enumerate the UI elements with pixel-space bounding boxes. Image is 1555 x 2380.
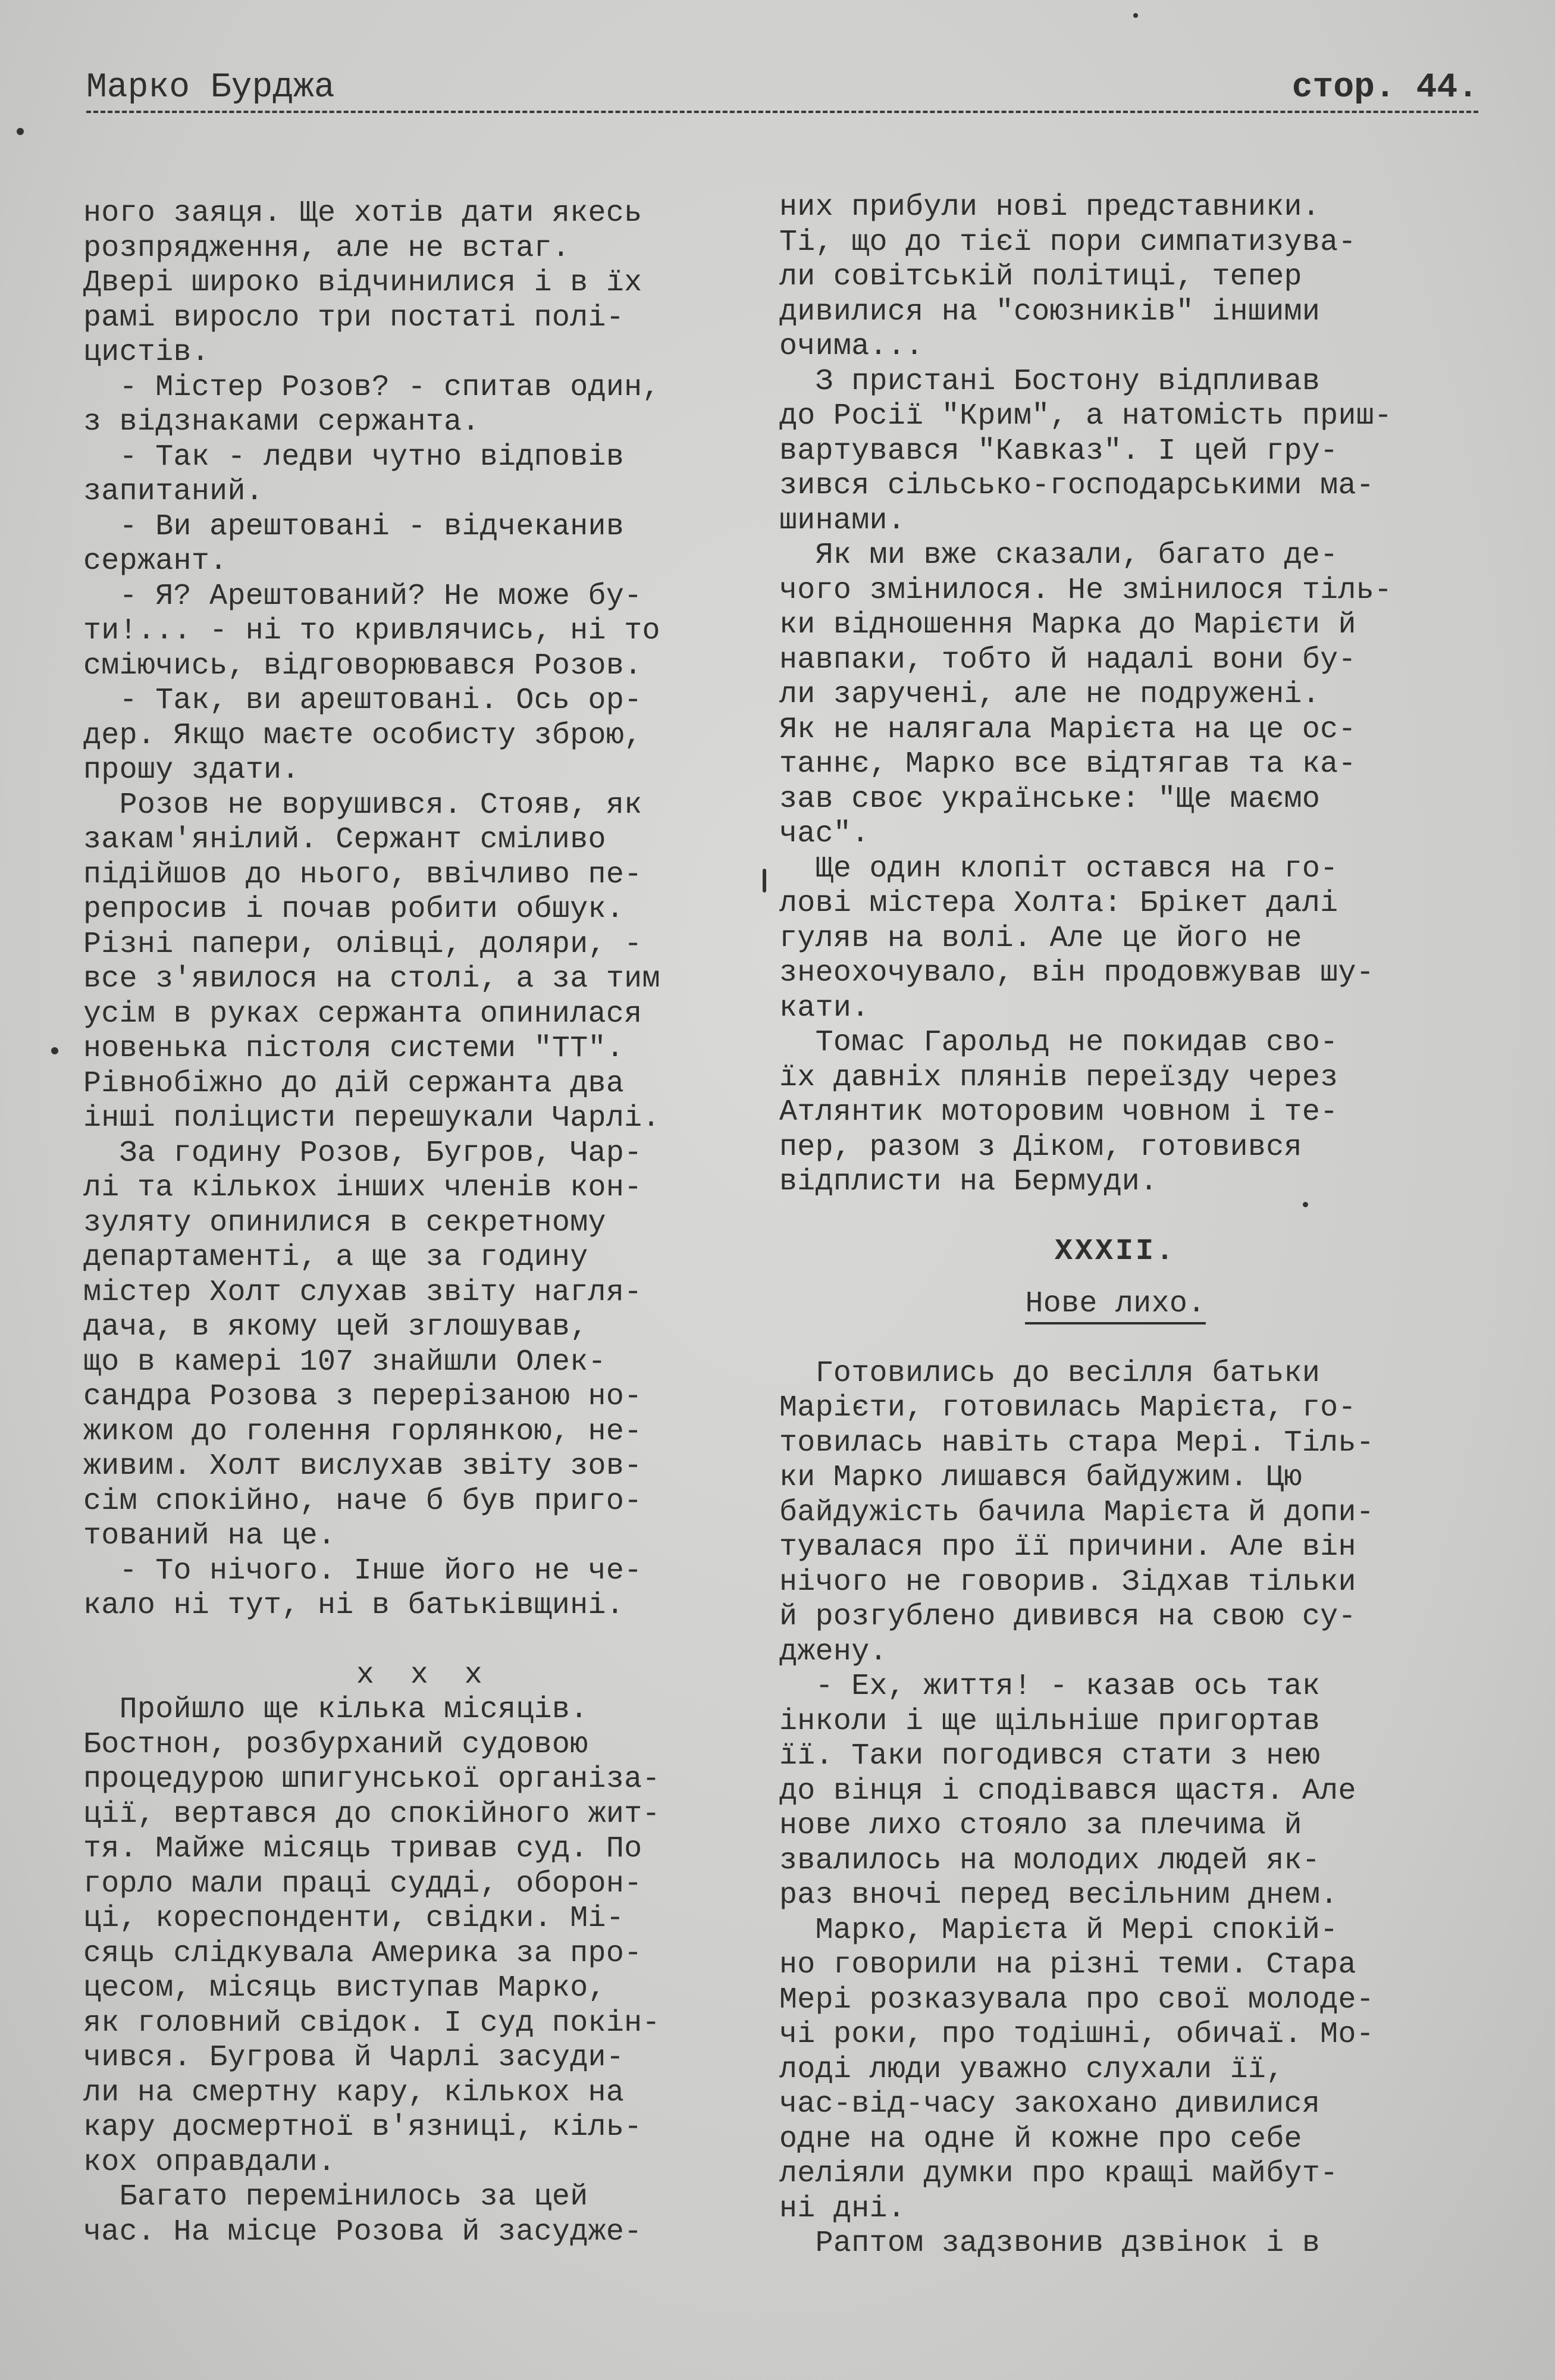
text-line: нове лихо стояло за плечима й <box>779 1809 1302 1843</box>
text-line: до Росії "Крим", а натомість приш- <box>779 399 1393 433</box>
text-line: кох оправдали. <box>83 2145 336 2179</box>
text-line: кати. <box>779 991 870 1025</box>
text-line: зився сільсько-господарськими ма- <box>779 469 1375 503</box>
text-line: зав своє українське: "Ще маємо <box>779 782 1321 816</box>
text-line: - То нічого. Інше його не че- <box>83 1554 642 1588</box>
text-line: раз вночі перед весільним днем. <box>779 1878 1338 1912</box>
text-line: - Містер Розов? - спитав один, <box>83 370 660 405</box>
text-line: новенька пістоля системи "ТТ". <box>83 1032 625 1066</box>
chapter-title: Нове лихо. <box>1025 1287 1205 1324</box>
text-line: знеохочувало, він продовжував шу- <box>779 956 1375 990</box>
text-line: ти!... - ні то кривлячись, ні то <box>83 614 660 648</box>
text-line: ні дні. <box>779 2191 906 2226</box>
text-line: Ті, що до тієї пори симпатизува- <box>779 225 1356 259</box>
text-line: - Ех, життя! - казав ось так <box>779 1670 1321 1703</box>
text-line: інколи і ще щільніше пригортав <box>779 1704 1321 1739</box>
text-line: з відзнаками сержанта. <box>83 405 480 439</box>
text-line: сміючись, відговорювався Розов. <box>83 649 642 683</box>
text-line: ки відношення Марка до Марієти й <box>779 608 1356 642</box>
text-line: звалилось на молодих людей як- <box>779 1843 1321 1878</box>
text-line: вартувався "Кавказ". І цей гру- <box>779 434 1338 468</box>
text-line: що в камері 107 знайшли Олек- <box>83 1345 606 1379</box>
ink-speck <box>1133 13 1138 18</box>
text-line: цесом, місяць виступав Марко, <box>83 1971 606 2005</box>
text-line: Як ми вже сказали, багато де- <box>779 538 1338 572</box>
text-line: - Так, ви арештовані. Ось ор- <box>83 684 642 718</box>
text-line: цистів. <box>83 336 210 369</box>
right-column-text <box>779 190 1451 1200</box>
text-line: ного заяця. Ще хотів дати якесь <box>83 196 642 230</box>
text-line: Бостнон, розбурханий судовою <box>83 1727 588 1762</box>
text-line: них прибули нові представники. <box>779 190 1321 224</box>
text-line: Багато перемінилось за цей <box>83 2180 588 2214</box>
text-line: час". <box>779 817 870 851</box>
text-line: Марієти, готовилась Марієта, го- <box>779 1391 1356 1425</box>
text-line: но говорили на різні теми. Стара <box>779 1948 1356 1982</box>
text-line: зуляту опинилися в секретному <box>83 1205 606 1240</box>
text-line: чі роки, про тодішні, обичаї. Мо- <box>779 2018 1375 2052</box>
left-column <box>83 196 755 2250</box>
author-name: Марко Бурджа <box>86 68 335 107</box>
ink-speck <box>51 1047 58 1054</box>
text-line: прошу здати. <box>83 753 300 787</box>
text-line: сержант. <box>83 544 228 578</box>
text-line: інші поліцисти перешукали Чарлі. <box>83 1101 660 1135</box>
text-line: лоді люди уважно слухали її, <box>779 2052 1284 2087</box>
text-line: живим. Холт вислухав звіту зов- <box>83 1449 642 1483</box>
ink-speck <box>17 128 24 135</box>
text-line: Пройшло ще кілька місяців. <box>83 1693 588 1727</box>
text-line: й розгублено дивився на свою су- <box>779 1600 1356 1634</box>
text-line: підійшов до нього, ввічливо пе- <box>83 857 642 892</box>
text-line: кало ні тут, ні в батьківщині. <box>83 1589 625 1623</box>
right-column <box>779 190 1451 2262</box>
text-line: як головний свідок. І суд покін- <box>83 2006 660 2040</box>
text-line: навпаки, тобто й надалі вони бу- <box>779 643 1356 677</box>
text-line: рамі виросло три постаті полі- <box>83 300 625 335</box>
text-line: її. Таки погодився стати з нею <box>779 1739 1321 1773</box>
text-line: байдужість бачила Марієта й допи- <box>779 1495 1375 1530</box>
text-line: жиком до голення горлянкою, не- <box>83 1414 642 1449</box>
text-line: все з'явилося на столі, а за тим <box>83 962 660 996</box>
text-line: містер Холт слухав звіту нагля- <box>83 1275 642 1310</box>
text-line: - Я? Арештований? Не може бу- <box>83 579 642 613</box>
chapter-number: XXXII. <box>1054 1234 1177 1269</box>
text-line: одне на одне й кожне про себе <box>779 2122 1302 2156</box>
text-line: Раптом задзвонив дзвінок і в <box>779 2226 1321 2260</box>
text-line: Як не налягала Марієта на це ос- <box>779 712 1356 747</box>
text-line: З пристані Бостону відпливав <box>779 364 1321 399</box>
text-line: лові містера Холта: Брікет далі <box>779 887 1338 920</box>
text-line: Атлянтик моторовим човном і те- <box>779 1095 1338 1129</box>
page-number: стор. 44. <box>1291 68 1478 107</box>
text-line: розпрядження, але не встаг. <box>83 231 570 265</box>
text-line: пер, разом з Діком, готовився <box>779 1130 1302 1164</box>
right-column-text-after-chapter <box>779 1357 1451 2262</box>
text-line: тований на це. <box>83 1519 336 1553</box>
text-line: джену. <box>779 1634 888 1669</box>
text-line: запитаний. <box>83 475 264 509</box>
text-line: шинами. <box>779 503 906 538</box>
text-line: таннє, Марко все відтягав та ка- <box>779 747 1356 781</box>
text-line: чився. Бугрова й Чарлі засуди- <box>83 2041 625 2075</box>
text-line: сяць слідкувала Америка за про- <box>83 1936 642 1971</box>
text-line: процедурою шпигунської організа- <box>83 1762 660 1796</box>
text-line: дивилися на "союзників" іншими <box>779 295 1321 329</box>
text-line: леліяли думки про кращі майбут- <box>779 2157 1338 2191</box>
text-line: їх давніх плянів переїзду через <box>779 1060 1338 1095</box>
text-line: усім в руках сержанта опинилася <box>83 997 642 1031</box>
text-line: ці, кореспонденти, свідки. Мі- <box>83 1902 625 1936</box>
text-line: За годину Розов, Бугров, Чар- <box>83 1136 642 1170</box>
text-line: ли заручені, але не подружені. <box>779 678 1321 712</box>
text-line: тувалася про її причини. Але він <box>779 1530 1356 1564</box>
text-line: очима... <box>779 330 924 364</box>
text-line: товилась навіть стара Мері. Тіль- <box>779 1426 1375 1460</box>
text-line: сім спокійно, наче б був приго- <box>83 1484 642 1518</box>
text-line: департаменті, а ще за годину <box>83 1241 588 1274</box>
text-line: Розов не ворушився. Стояв, як <box>83 788 642 822</box>
text-line: гуляв на волі. Але це його не <box>779 921 1302 956</box>
text-line: ції, вертався до спокійного жит- <box>83 1797 660 1831</box>
text-line: ли на смертну кару, кількох на <box>83 2075 625 2110</box>
text-line: Готовились до весілля батьки <box>779 1356 1321 1391</box>
text-line: Рівнобіжно до дій сержанта два <box>83 1066 625 1101</box>
text-line: горло мали праці судді, оборон- <box>83 1867 642 1901</box>
text-line: до вінця і сподівався щастя. Але <box>779 1774 1356 1808</box>
text-line: чого змінилося. Не змінилося тіль- <box>779 573 1393 607</box>
page-header <box>86 60 1478 113</box>
text-line: Марко, Марієта й Мері спокій- <box>779 1913 1338 1947</box>
text-line: лі та кількох інших членів кон- <box>83 1171 642 1205</box>
text-line: репросив і почав робити обшук. <box>83 892 625 926</box>
text-line: - Так - ледви чутно відповів <box>83 440 625 474</box>
text-line: Томас Гарольд не покидав сво- <box>779 1026 1338 1060</box>
text-line: Ще один клопіт остався на го- <box>779 851 1338 886</box>
left-column-text <box>83 196 755 1624</box>
text-line: Двері широко відчинилися і в їх <box>83 266 642 300</box>
text-line: сандра Розова з перерізаною но- <box>83 1380 642 1414</box>
text-line: кару досмертної в'язниці, кіль- <box>83 2110 642 2144</box>
text-line: дер. Якщо маєте особисту зброю, <box>83 718 642 753</box>
text-line: ли совітській політиці, тепер <box>779 260 1302 294</box>
text-line: час-від-часу закохано дивилися <box>779 2087 1321 2121</box>
text-line: час. На місце Розова й засудже- <box>83 2215 642 2249</box>
text-line: тя. Майже місяць тривав суд. По <box>83 1832 642 1866</box>
text-line: відплисти на Бермуди. <box>779 1165 1158 1199</box>
text-line: Різні папери, олівці, доляри, - <box>83 927 642 962</box>
left-column-text-after-break <box>83 1693 755 2250</box>
text-line: Мері розказувала про свої молоде- <box>779 1983 1375 2017</box>
section-break: x x x <box>356 1658 483 1692</box>
text-line: ки Марко лишався байдужим. Цю <box>779 1461 1302 1495</box>
text-line: дача, в якому цей зглошував, <box>83 1310 588 1344</box>
text-line: нічого не говорив. Зідхав тільки <box>779 1565 1356 1599</box>
ink-stroke <box>763 869 766 892</box>
text-line: - Ви арештовані - відчеканив <box>83 509 625 544</box>
text-line: закам'янілий. Сержант сміливо <box>83 823 606 857</box>
